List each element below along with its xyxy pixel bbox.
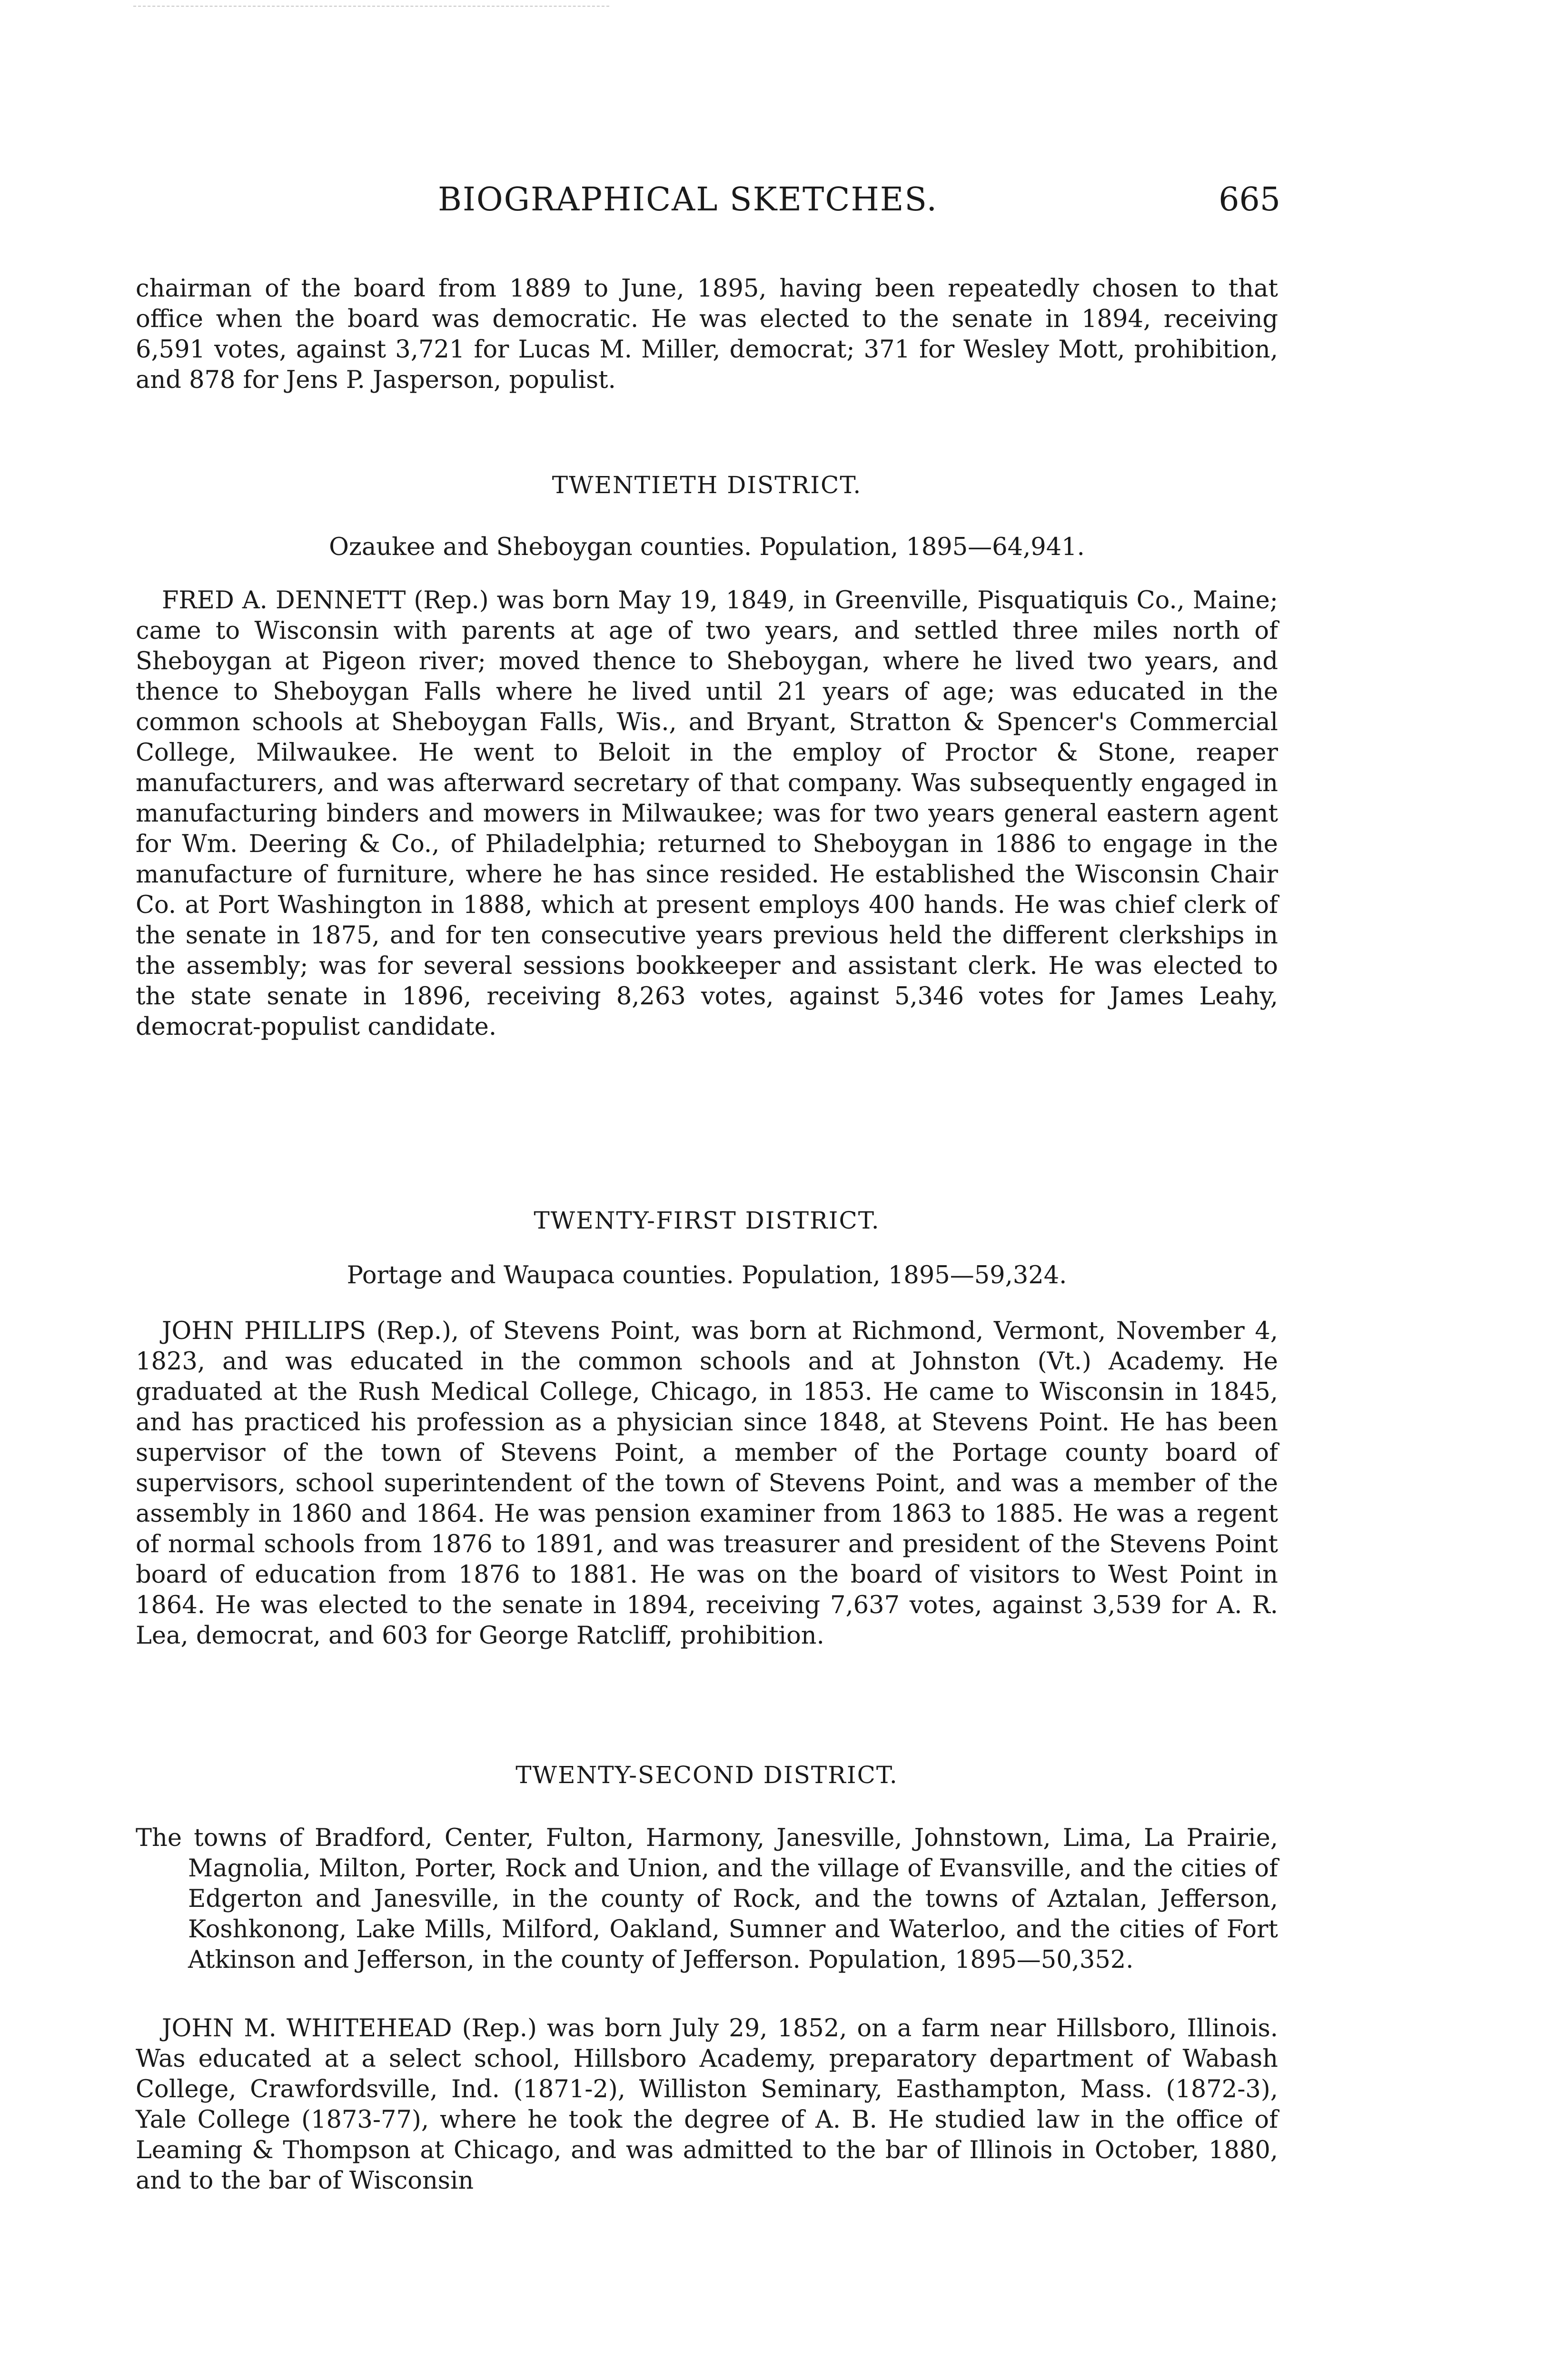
page-top-edge — [133, 6, 609, 7]
section-heading-twenty-first: TWENTY-FIRST DISTRICT. — [534, 1207, 880, 1234]
section-towns-twenty-second — [136, 1823, 1278, 1975]
biography-paragraph-dennett: FRED A. DENNETT (Rep.) was born May 19, 1849, in Greenville, Pisquatiquis Co., Maine; came to Wisconsin with parents at age of two years, and settled three miles north of Sheboygan at Pigeon river; moved thence to Sheboygan, where he lived two years, and thence to Sheboygan Falls where he lived until 21 years of age; was educated in the common schools at Sheboygan Falls, Wis., and Bryant, Stratton & Spencer's Commercial College, Milwaukee. He went to Beloit in the employ of Proctor & Stone, reaper manufacturers, and was afterward secretary of that company. Was subsequently engaged in manufacturing binders and mowers in Milwaukee; was for two years general eastern agent for Wm. Deering & Co., of Philadelphia; returned to Sheboygan in 1886 to engage in the manufacture of furniture, where he has since resided. He established the Wisconsin Chair Co. at Port Washington in 1888, which at present employs 400 hands. He was chief clerk of the senate in 1875, and for ten consecutive years previous held the different clerkships in the assembly; was for several sessions bookkeeper and assistant clerk. He was elected to the state senate in 1896, receiving 8,263 votes, against 5,346 votes for James Leahy, democrat-populist candidate. — [136, 586, 1278, 1041]
page-number: 665 — [1219, 181, 1280, 218]
section-body-twentieth — [136, 585, 1278, 1042]
running-head — [138, 181, 1280, 228]
section-heading-twentieth: TWENTIETH DISTRICT. — [552, 471, 862, 499]
running-title: BIOGRAPHICAL SKETCHES. — [438, 181, 938, 218]
intro-block — [136, 274, 1278, 396]
district-towns-paragraph: The towns of Bradford, Center, Fulton, Harmony, Janesville, Johnstown, Lima, La Prairie, Magnolia, Milton, Porter, Rock and Union, and the village of Evansville, and the cities of Edgerton and Janesville, in the county of Rock, and the towns of Aztalan, Jefferson, Koshkonong, Lake Mills, Milford, Oakland, Sumner and Waterloo, and the cities of Fort Atkinson and Jefferson, in the county of Jefferson. Population, 1895—50,352. — [136, 1824, 1278, 1974]
section-body-twenty-first — [136, 1316, 1278, 1651]
biography-paragraph-phillips: JOHN PHILLIPS (Rep.), of Stevens Point, was born at Richmond, Vermont, November 4, 1823, and was educated in the common schools and at Johnston (Vt.) Academy. He graduated at the Rush Medical College, Chicago, in 1853. He came to Wisconsin in 1845, and has practiced his profession as a physician since 1848, at Stevens Point. He has been supervisor of the town of Stevens Point, a member of the Portage county board of supervisors, school superintendent of the town of Stevens Point, and was a member of the assembly in 1860 and 1864. He was pension examiner from 1863 to 1885. He was a regent of normal schools from 1876 to 1891, and was treasurer and president of the Stevens Point board of education from 1876 to 1881. He was on the board of visitors to West Point in 1864. He was elected to the senate in 1894, receiving 7,637 votes, against 3,539 for A. R. Lea, democrat, and 603 for George Ratcliff, prohibition. — [136, 1317, 1278, 1650]
section-subheading-twenty-first: Portage and Waupaca counties. Population, 1895—59,324. — [347, 1261, 1067, 1289]
section-body-twenty-second — [136, 2013, 1278, 2196]
section-heading-twenty-second: TWENTY-SECOND DISTRICT. — [515, 1761, 898, 1789]
section-subheading-twentieth: Ozaukee and Sheboygan counties. Population, 1895—64,941. — [329, 533, 1085, 561]
biography-paragraph-whitehead: JOHN M. WHITEHEAD (Rep.) was born July 29, 1852, on a farm near Hillsboro, Illinois. Was educated at a select school, Hillsboro Academy, preparatory department of Wabash College, Crawfordsville, Ind. (1871-2), Williston Seminary, Easthampton, Mass. (1872-3), Yale College (1873-77), where he took the degree of A. B. He studied law in the office of Leaming & Thompson at Chicago, and was admitted to the bar of Illinois in October, 1880, and to the bar of Wisconsin — [136, 2014, 1278, 2195]
intro-paragraph: chairman of the board from 1889 to June, 1895, having been repeatedly chosen to that office when the board was democratic. He was elected to the senate in 1894, receiving 6,591 votes, against 3,721 for Lucas M. Miller, democrat; 371 for Wesley Mott, prohibition, and 878 for Jens P. Jasperson, populist. — [136, 275, 1278, 394]
